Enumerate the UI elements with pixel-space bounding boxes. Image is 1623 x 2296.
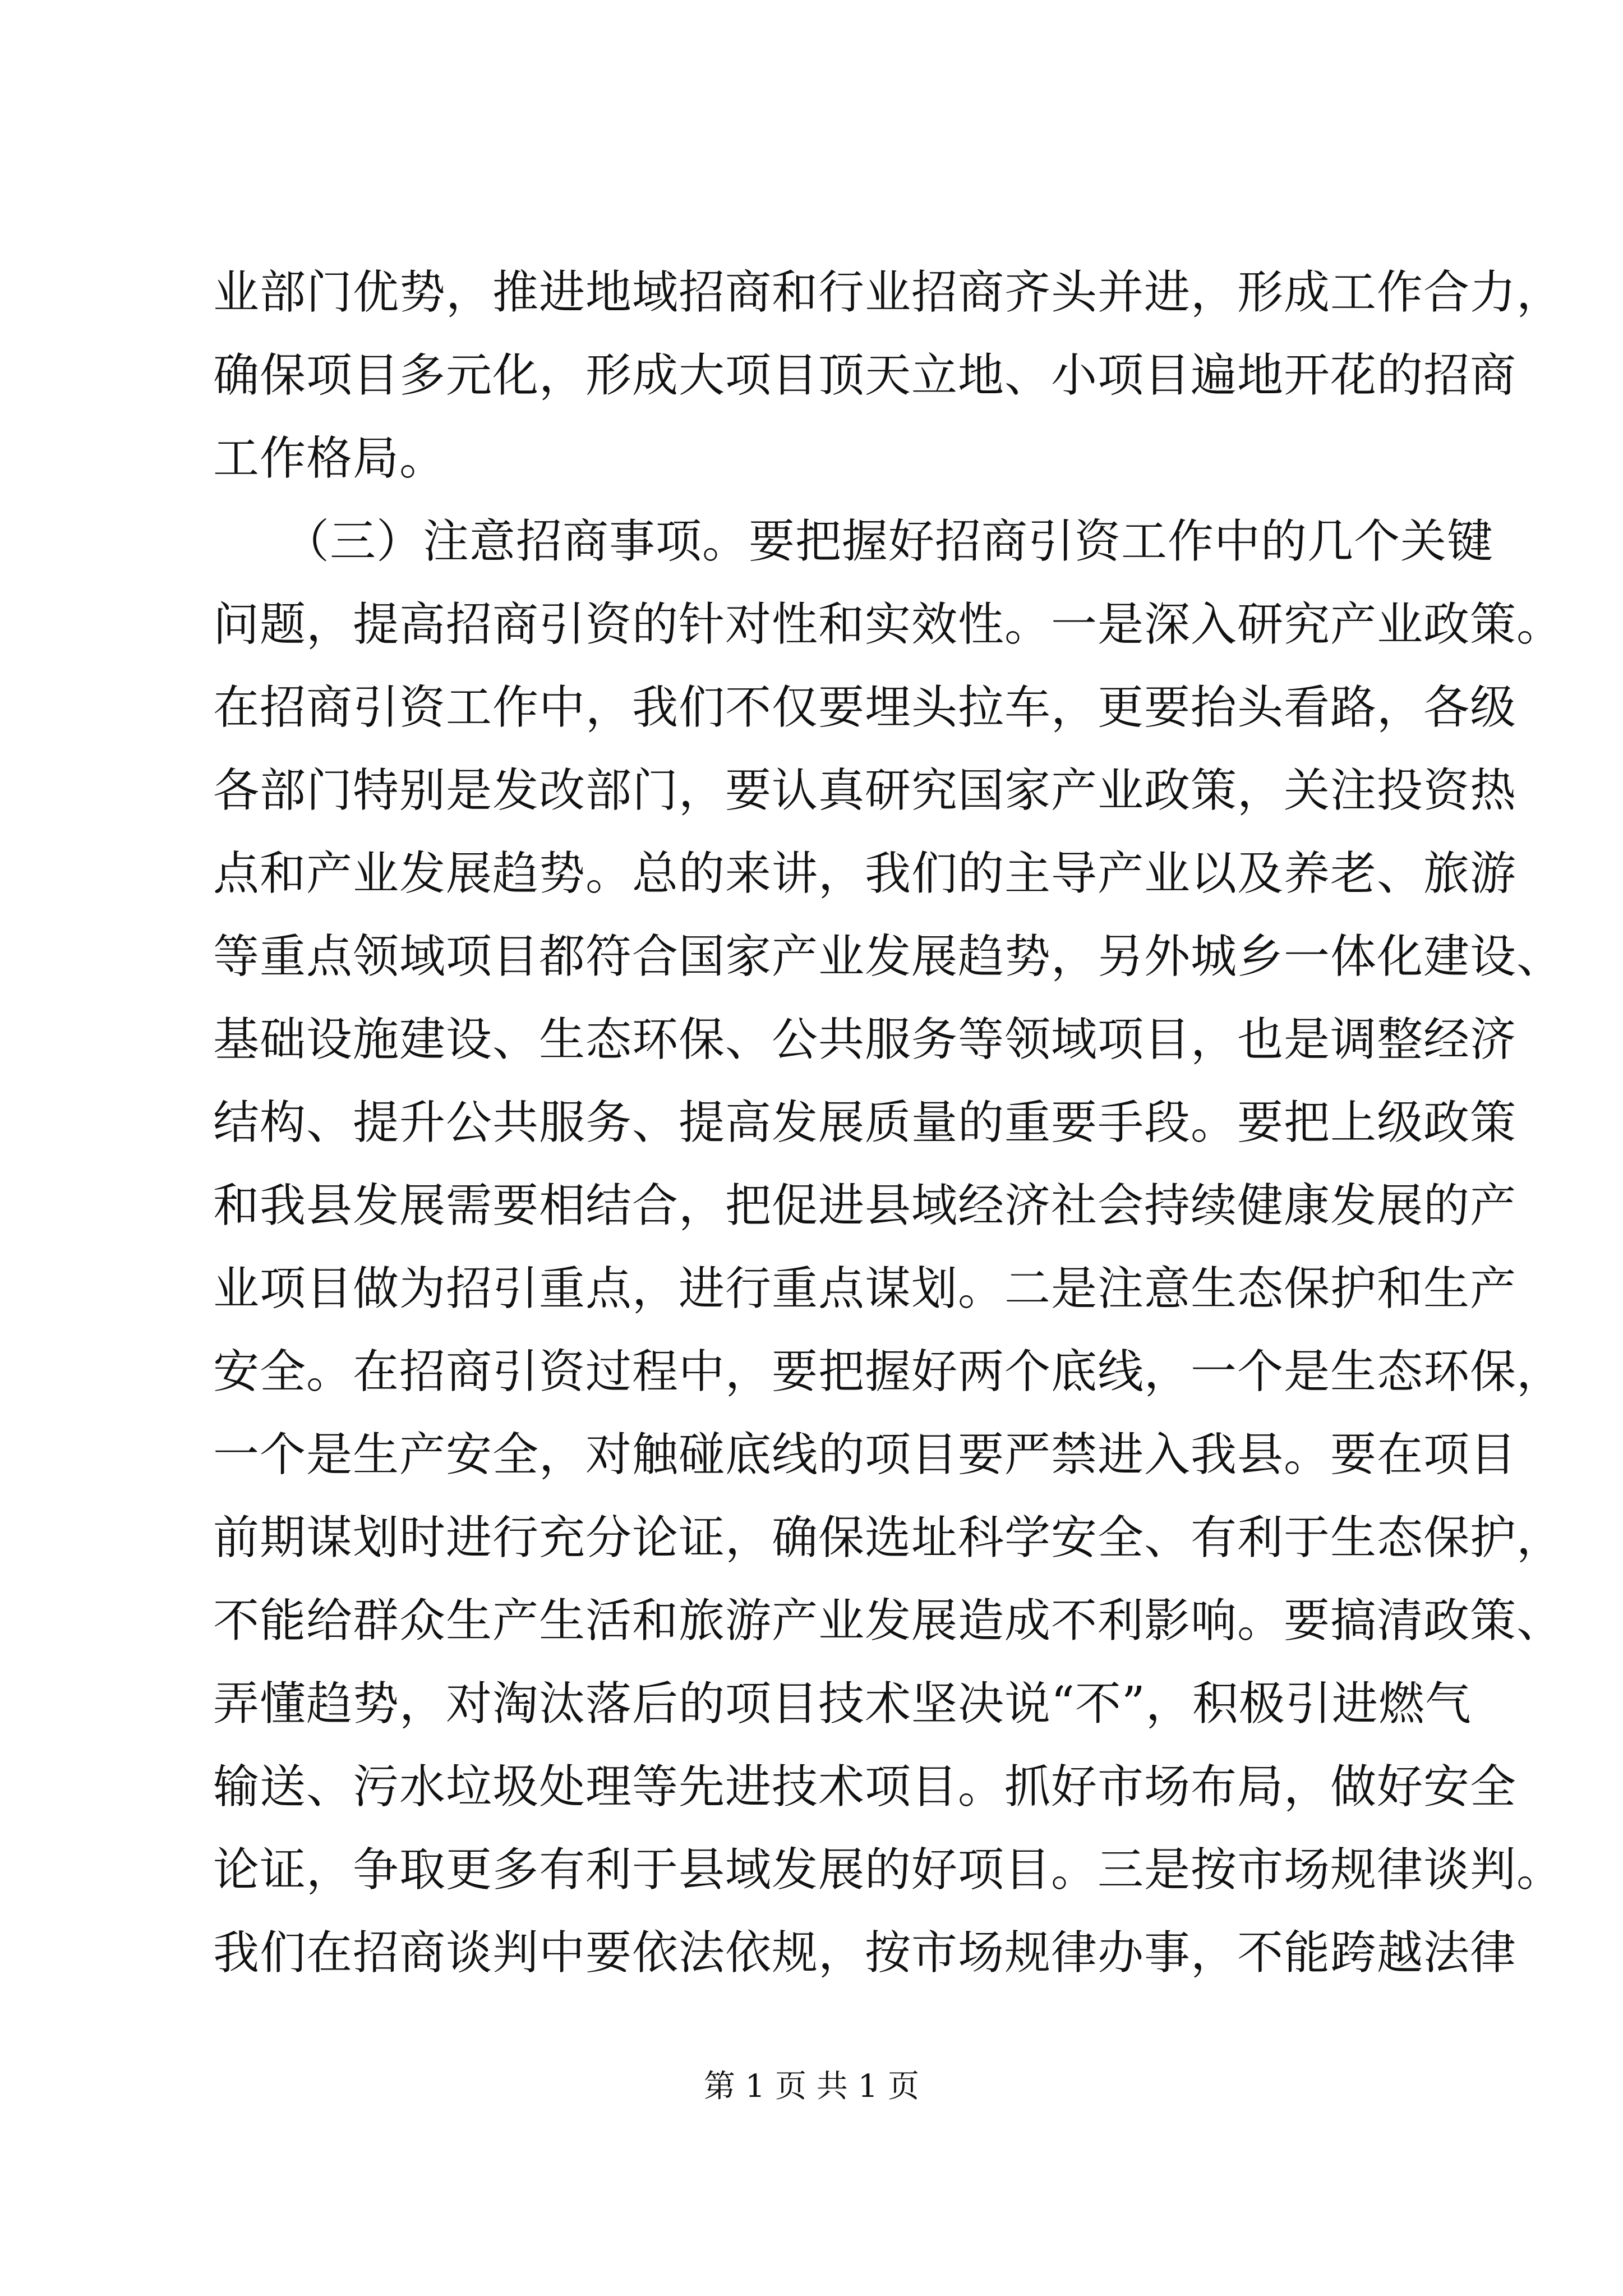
- text-line: 论证，争取更多有利于县域发展的好项目。三是按市场规律谈判。: [213, 1843, 1564, 1897]
- text-line: 前期谋划时进行充分论证，确保选址科学安全、有利于生态保护，: [213, 1511, 1564, 1565]
- text-line: 安全。在招商引资过程中，要把握好两个底线，一个是生态环保，: [213, 1345, 1564, 1398]
- text-line: 工作格局。: [213, 432, 446, 485]
- text-line: 点和产业发展趋势。总的来讲，我们的主导产业以及养老、旅游: [213, 847, 1517, 900]
- text-line: 结构、提升公共服务、提高发展质量的重要手段。要把上级政策: [213, 1096, 1517, 1149]
- text-line: 一个是生产安全，对触碰底线的项目要严禁进入我县。要在项目: [213, 1428, 1517, 1481]
- text-line: 问题，提高招商引资的针对性和实效性。一是深入研究产业政策。: [213, 598, 1564, 651]
- page-footer: 第 1 页 共 1 页: [703, 2068, 920, 2105]
- text-line: 输送、污水垃圾处理等先进技术项目。抓好市场布局，做好安全: [213, 1760, 1517, 1814]
- text-line: 基础设施建设、生态环保、公共服务等领域项目，也是调整经济: [213, 1013, 1517, 1066]
- text-line: 业项目做为招引重点，进行重点谋划。二是注意生态保护和生产: [213, 1262, 1517, 1315]
- text-line: 等重点领域项目都符合国家产业发展趋势，另外城乡一体化建设、: [213, 930, 1564, 983]
- text-line: 和我县发展需要相结合，把促进县域经济社会持续健康发展的产: [213, 1179, 1517, 1232]
- document-body: [213, 251, 1564, 1995]
- text-line: （三）注意招商事项。要把握好招商引资工作中的几个关键: [213, 515, 1494, 568]
- text-line: 不能给群众生产生活和旅游产业发展造成不利影响。要搞清政策、: [213, 1594, 1564, 1648]
- text-line: 业部门优势，推进地域招商和行业招商齐头并进，形成工作合力，: [213, 266, 1564, 319]
- text-line: 各部门特别是发改部门，要认真研究国家产业政策，关注投资热: [213, 764, 1517, 817]
- text-line: 确保项目多元化，形成大项目顶天立地、小项目遍地开花的招商: [213, 349, 1517, 402]
- text-line: 弄懂趋势，对淘汰落后的项目技术坚决说“不”，积极引进燃气: [213, 1677, 1472, 1731]
- text-line: 在招商引资工作中，我们不仅要埋头拉车，更要抬头看路，各级: [213, 681, 1517, 734]
- text-line: 我们在招商谈判中要依法依规，按市场规律办事，不能跨越法律: [213, 1926, 1517, 1980]
